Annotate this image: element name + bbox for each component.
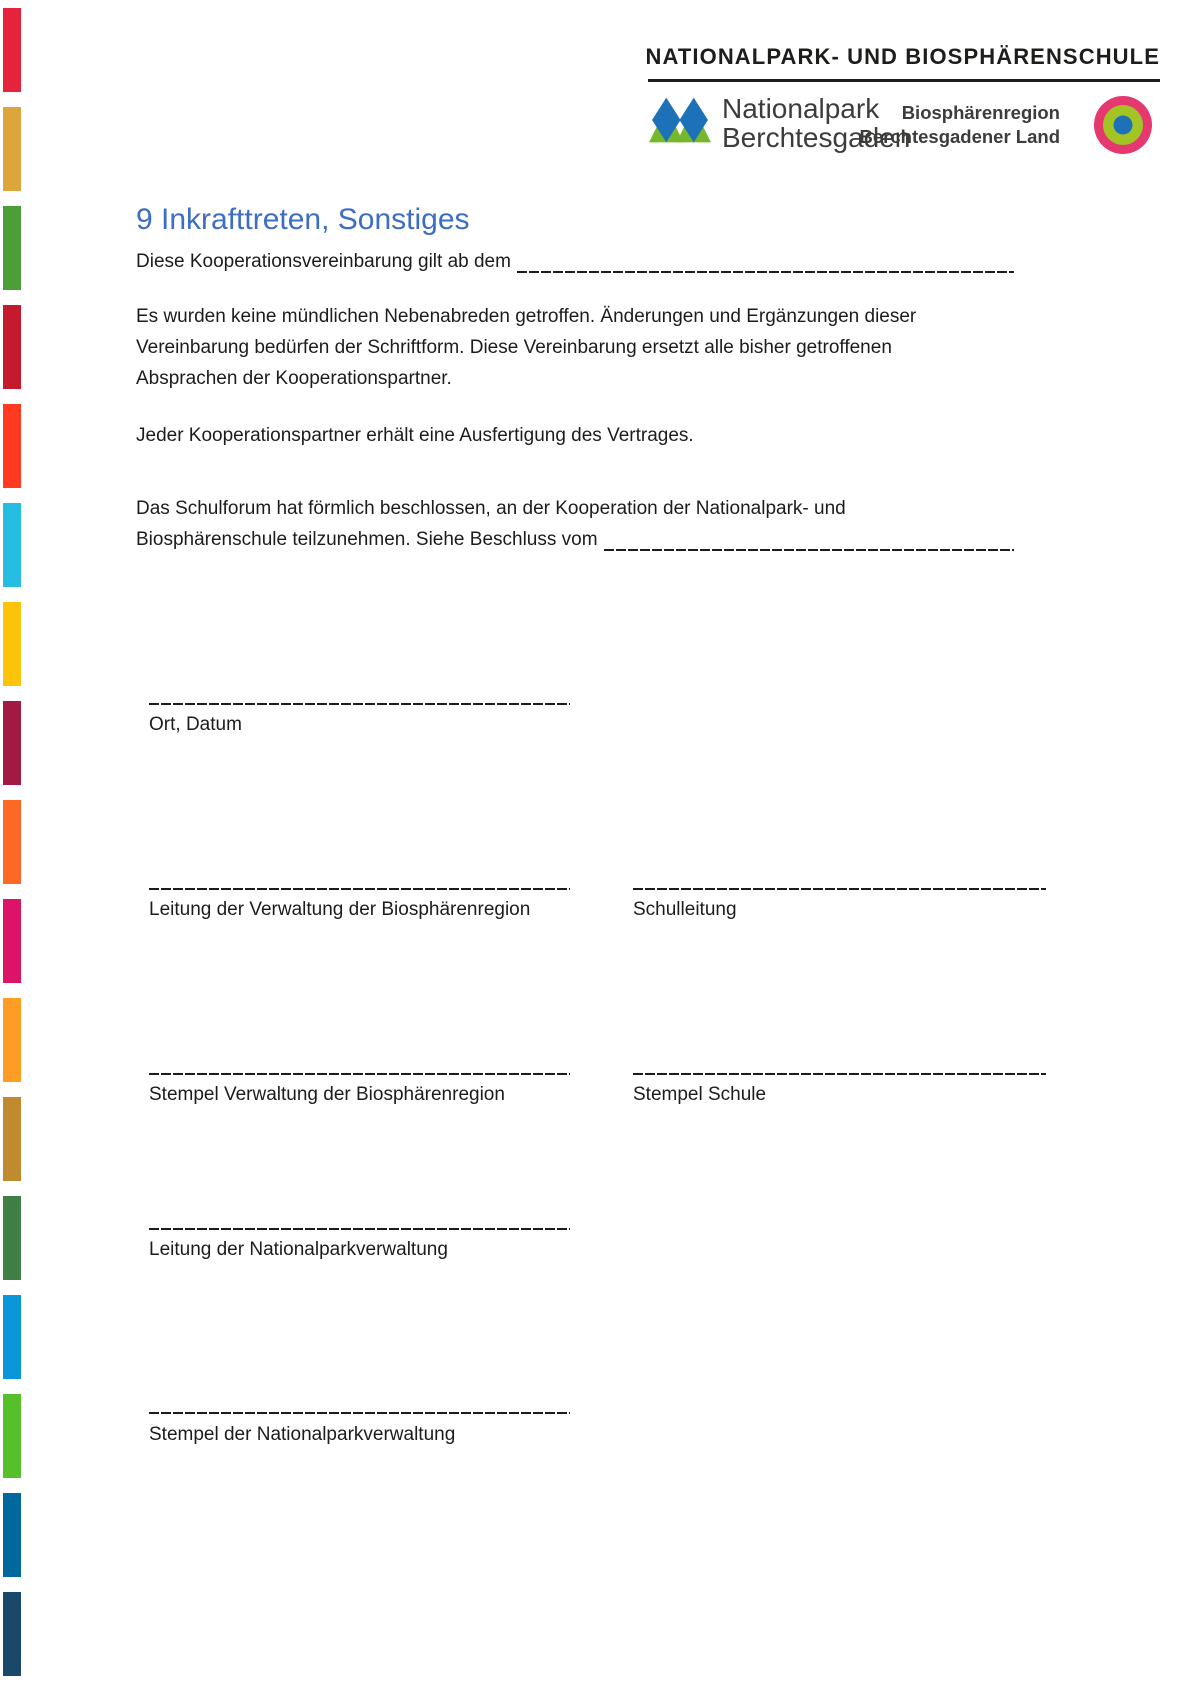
signature-line-ort-datum: [149, 703, 570, 705]
sdg-color-bar: [3, 602, 21, 686]
paragraph-copies: Jeder Kooperationspartner erhält eine Ausfertigung des Vertrages.: [136, 425, 694, 446]
paragraph-schulforum-line2: [136, 524, 1014, 555]
sdg-color-bar: [3, 800, 21, 884]
section-heading: 9 Inkrafttreten, Sonstiges: [136, 203, 470, 236]
sdg-color-bar: [3, 998, 21, 1082]
sdg-color-bar: [3, 8, 21, 92]
sdg-color-bar: [3, 305, 21, 389]
biosphere-region-logo-icon: [1094, 96, 1152, 154]
sdg-color-bar: [3, 503, 21, 587]
paragraph-line: Es wurden keine mündlichen Nebenabreden getroffen. Änderungen und Ergänzungen dieser: [136, 306, 917, 327]
signature-line-leitung-biosphaere: [149, 888, 570, 890]
biosphere-logo-text: [840, 101, 1060, 149]
signature-line-schulleitung: [633, 888, 1046, 890]
header-divider: [648, 79, 1160, 82]
signature-label-leitung-nationalpark: Leitung der Nationalparkverwaltung: [149, 1239, 448, 1260]
signature-line-stempel-biosphaere: [149, 1073, 570, 1075]
signature-line-stempel-nationalpark: [149, 1412, 570, 1414]
sdg-color-bar: [3, 1592, 21, 1676]
sdg-color-strip: [3, 8, 21, 1676]
sdg-color-bar: [3, 1295, 21, 1379]
signature-label-schulleitung: Schulleitung: [633, 899, 737, 920]
sdg-color-bar: [3, 206, 21, 290]
biosphere-logo-line1: Biosphärenregion: [901, 102, 1060, 123]
signature-label-stempel-schule: Stempel Schule: [633, 1084, 767, 1105]
signature-line-stempel-schule: [633, 1073, 1046, 1075]
paragraph-no-side-agreements: [136, 301, 916, 394]
sdg-color-bar: [3, 899, 21, 983]
paragraph-line: Vereinbarung bedürfen der Schriftform. Diese Vereinbarung ersetzt alle bisher getroffenen: [136, 337, 892, 358]
nationalpark-logo-line1: Nationalpark: [722, 93, 880, 124]
paragraph-schulforum: [136, 493, 1014, 555]
signature-line-leitung-nationalpark: [149, 1228, 570, 1230]
nationalpark-logo-line2: Berchtesgaden: [722, 122, 911, 153]
sdg-color-bar: [3, 1493, 21, 1577]
nationalpark-berchtesgaden-logo-icon: [649, 97, 711, 143]
sdg-color-bar: [3, 404, 21, 488]
paragraph-line: Das Schulforum hat förmlich beschlossen, an der Kooperation der Nationalpark- und: [136, 498, 846, 519]
biosphere-logo-line2: Berchtesgadener Land: [859, 126, 1060, 147]
signature-label-stempel-biosphaere: Stempel Verwaltung der Biosphärenregion: [149, 1084, 505, 1105]
paragraph-schulforum-line2-text: Biosphärenschule teilzunehmen. Siehe Beschluss vom: [136, 529, 598, 550]
sdg-color-bar: [3, 1394, 21, 1478]
paragraph-line: Absprachen der Kooperationspartner.: [136, 368, 452, 389]
sdg-color-bar: [3, 107, 21, 191]
biosphere-logo-center-dot: [1114, 116, 1133, 135]
signature-label-ort-datum: Ort, Datum: [149, 714, 242, 735]
paragraph-valid-from: [136, 246, 1014, 277]
sdg-color-bar: [3, 1097, 21, 1181]
signature-label-stempel-nationalpark: Stempel der Nationalparkverwaltung: [149, 1424, 456, 1445]
sdg-color-bar: [3, 1196, 21, 1280]
signature-label-leitung-biosphaere: Leitung der Verwaltung der Biosphärenregion: [149, 899, 531, 920]
valid-from-date-blank: [517, 271, 1014, 273]
paragraph-valid-from-text: Diese Kooperationsvereinbarung gilt ab dem: [136, 251, 511, 272]
page-title: NATIONALPARK- UND BIOSPHÄRENSCHULE: [645, 44, 1160, 69]
beschluss-date-blank: [604, 549, 1014, 551]
sdg-color-bar: [3, 701, 21, 785]
